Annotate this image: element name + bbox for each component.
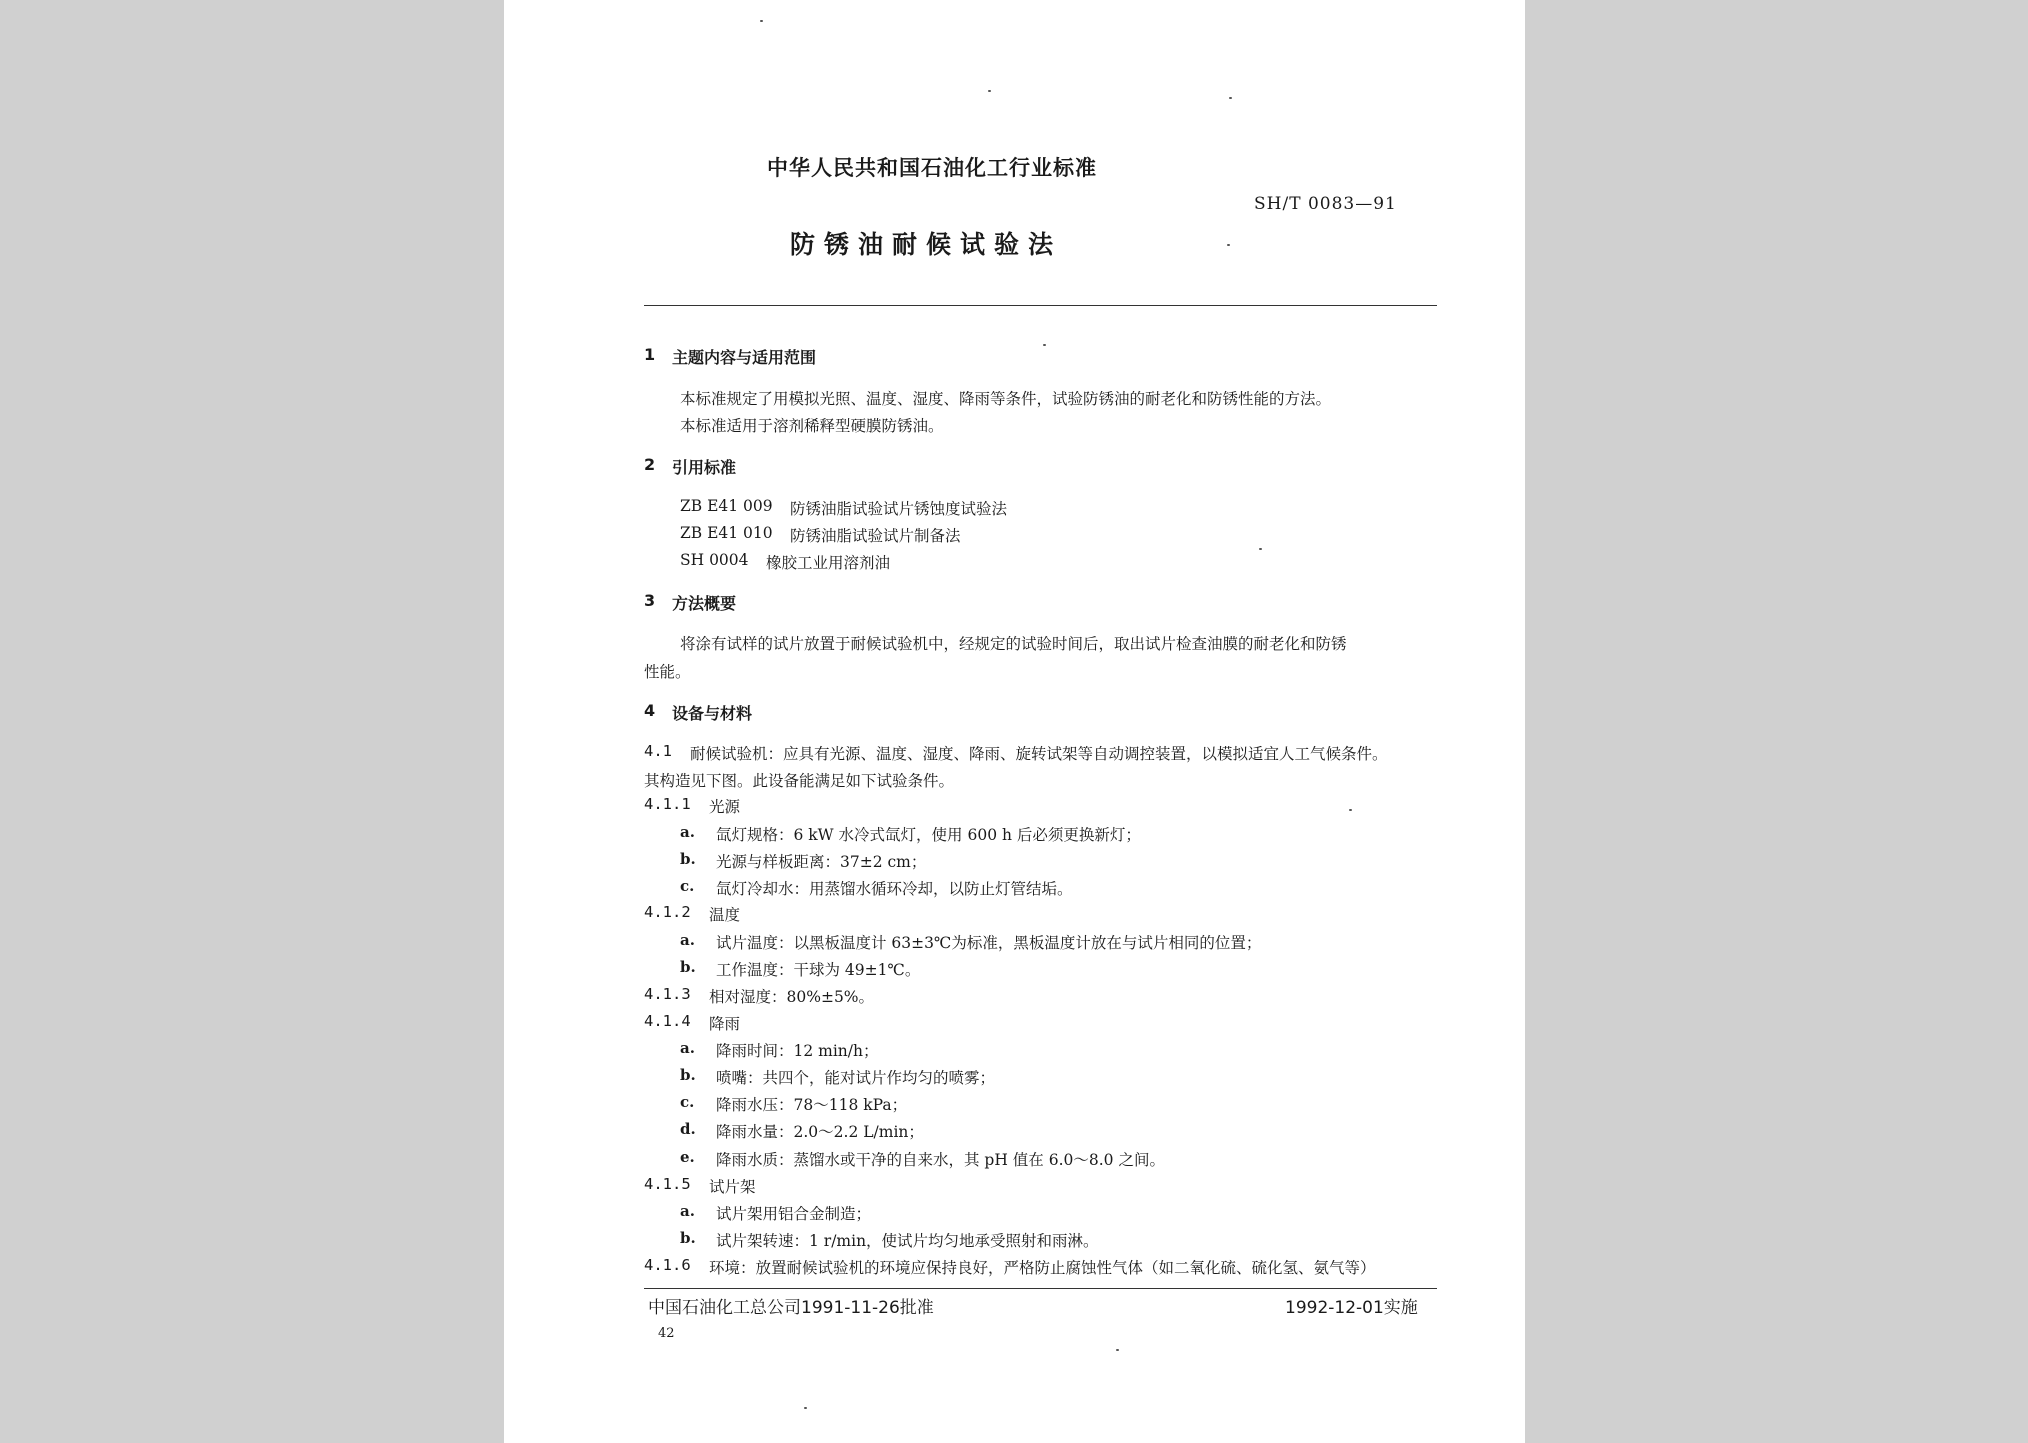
header-divider: [644, 305, 1437, 306]
section-3-heading: 方法概要: [672, 594, 737, 613]
reference-code: ZB E41 009: [680, 497, 773, 515]
clause-4-1-1-title: 光源: [709, 798, 741, 816]
list-item-letter: a.: [680, 1039, 695, 1057]
section-1-number: 1: [644, 345, 656, 364]
section-1-paragraph-2: 本标准适用于溶剂稀释型硬膜防锈油。: [680, 417, 944, 435]
section-3-paragraph-line-2: 性能。: [644, 663, 691, 681]
standard-code: SH/T 0083—91: [1254, 194, 1397, 214]
scan-speck: [988, 90, 991, 92]
list-item-letter: c.: [680, 877, 695, 895]
reference-title: 防锈油脂试验试片制备法: [790, 527, 961, 545]
scan-speck: [1259, 548, 1262, 550]
section-1-paragraph-1: 本标准规定了用模拟光照、温度、湿度、降雨等条件，试验防锈油的耐老化和防锈性能的方法。: [680, 390, 1332, 408]
page-number: 42: [658, 1326, 675, 1341]
clause-4-1-6-number: 4.1.6: [644, 1256, 691, 1274]
clause-4-1-line-1: 耐候试验机：应具有光源、温度、湿度、降雨、旋转试架等自动调控装置，以模拟适宜人工气候条件。: [690, 745, 1388, 763]
standard-organization: 中华人民共和国石油化工行业标准: [767, 156, 1097, 180]
list-item-text: 喷嘴：共四个，能对试片作均匀的喷雾；: [716, 1069, 996, 1087]
clause-4-1-6-text: 环境：放置耐候试验机的环境应保持良好，严格防止腐蚀性气体（如二氧化硫、硫化氢、氨气等）: [709, 1259, 1376, 1277]
footer-divider: [644, 1288, 1437, 1289]
scan-speck: [1043, 344, 1046, 346]
reference-code: ZB E41 010: [680, 524, 773, 542]
list-item-letter: a.: [680, 823, 695, 841]
list-item-letter: b.: [680, 958, 696, 976]
list-item-letter: d.: [680, 1120, 696, 1138]
list-item-text: 降雨水量：2.0～2.2 L/min；: [716, 1123, 924, 1141]
scan-speck: [1116, 1349, 1119, 1351]
list-item-text: 试片温度：以黑板温度计 63±3℃为标准，黑板温度计放在与试片相同的位置；: [716, 934, 1262, 952]
approval-line: 中国石油化工总公司1991-11-26批准: [648, 1298, 934, 1318]
list-item-text: 试片架转速：1 r/min，使试片均匀地承受照射和雨淋。: [716, 1232, 1099, 1250]
scan-speck: [1227, 244, 1230, 246]
reference-title: 防锈油脂试验试片锈蚀度试验法: [790, 500, 1008, 518]
section-2-heading: 引用标准: [672, 458, 737, 477]
clause-4-1-2-title: 温度: [709, 906, 741, 924]
list-item-text: 光源与样板距离：37±2 cm；: [716, 853, 927, 871]
list-item-text: 工作温度：干球为 49±1℃。: [716, 961, 921, 979]
section-2-number: 2: [644, 455, 656, 474]
list-item-letter: a.: [680, 931, 695, 949]
document-title: 防锈油耐候试验法: [790, 230, 1063, 259]
list-item-text: 降雨水压：78～118 kPa；: [716, 1096, 908, 1114]
list-item-letter: b.: [680, 1066, 696, 1084]
document-page: [504, 0, 1525, 1443]
list-item-letter: e.: [680, 1148, 695, 1166]
section-4-number: 4: [644, 701, 656, 720]
scan-speck: [1229, 97, 1232, 99]
clause-4-1-2-number: 4.1.2: [644, 903, 691, 921]
list-item-text: 氙灯冷却水：用蒸馏水循环冷却，以防止灯管结垢。: [716, 880, 1073, 898]
clause-4-1-5-number: 4.1.5: [644, 1175, 691, 1193]
clause-4-1-4-title: 降雨: [709, 1015, 741, 1033]
list-item-text: 降雨时间：12 min/h；: [716, 1042, 879, 1060]
clause-4-1-1-number: 4.1.1: [644, 795, 691, 813]
list-item-text: 氙灯规格：6 kW 水冷式氙灯，使用 600 h 后必须更换新灯；: [716, 826, 1141, 844]
list-item-letter: b.: [680, 850, 696, 868]
list-item-letter: a.: [680, 1202, 695, 1220]
section-4-heading: 设备与材料: [672, 704, 753, 723]
scan-speck: [804, 1407, 807, 1409]
list-item-text: 降雨水质：蒸馏水或干净的自来水，其 pH 值在 6.0～8.0 之间。: [716, 1151, 1165, 1169]
scan-speck: [1349, 809, 1352, 811]
clause-4-1-line-2: 其构造见下图。此设备能满足如下试验条件。: [644, 772, 955, 790]
list-item-text: 试片架用铝合金制造；: [716, 1205, 872, 1223]
section-3-paragraph-line-1: 将涂有试样的试片放置于耐候试验机中，经规定的试验时间后，取出试片检查油膜的耐老化和防锈: [680, 635, 1347, 653]
clause-4-1-3-title: 相对湿度：80%±5%。: [709, 988, 875, 1006]
clause-4-1-3-number: 4.1.3: [644, 985, 691, 1003]
scan-speck: [760, 20, 763, 22]
reference-code: SH 0004: [680, 551, 749, 569]
section-1-heading: 主题内容与适用范围: [672, 348, 817, 367]
effective-date-line: 1992-12-01实施: [1285, 1298, 1418, 1318]
list-item-letter: c.: [680, 1093, 695, 1111]
clause-4-1-number: 4.1: [644, 742, 672, 760]
section-3-number: 3: [644, 591, 656, 610]
reference-title: 橡胶工业用溶剂油: [766, 554, 891, 572]
clause-4-1-4-number: 4.1.4: [644, 1012, 691, 1030]
clause-4-1-5-title: 试片架: [709, 1178, 756, 1196]
list-item-letter: b.: [680, 1229, 696, 1247]
